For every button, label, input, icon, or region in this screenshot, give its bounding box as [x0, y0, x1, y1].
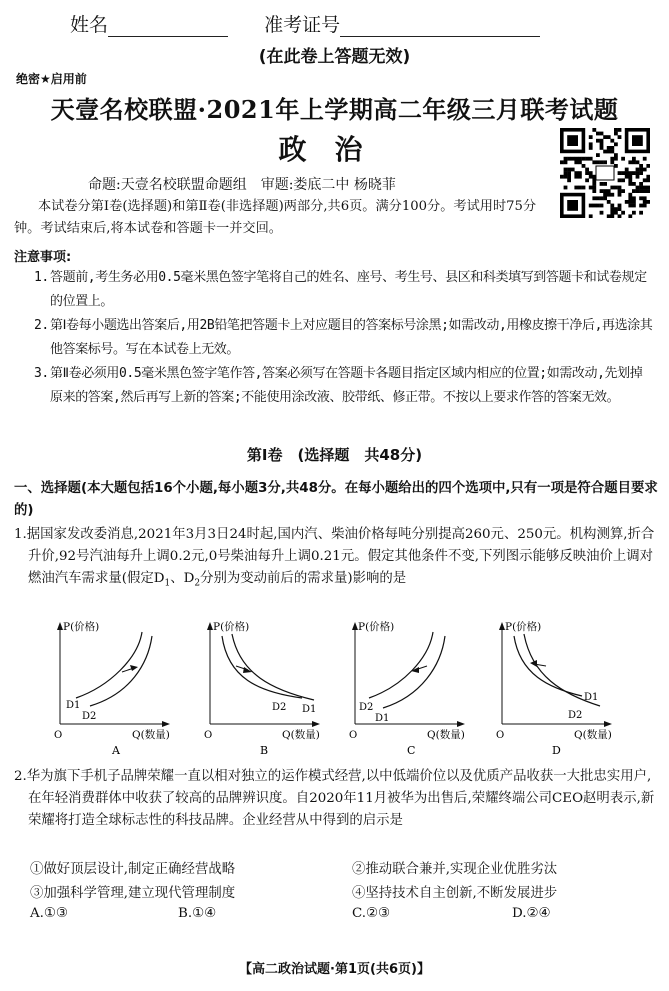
question-1-text: 1.据国家发改委消息,2021年3月3日24时起,国内汽、柴油价格每吨分别提高260元、250元。机构测算,折合升价,92号汽油每升上调0.2元,0号柴油每升上调0.21元。假定其他条件不变,下列图示能够反映油价上调对燃油汽车需求量(假定D: [14, 527, 655, 586]
answer-option-d[interactable]: D.②④: [512, 906, 551, 921]
origin-label: O: [349, 730, 358, 741]
exam-title: 天壹名校联盟·2021年上学期高二年级三月联考试题: [50, 95, 619, 124]
y-axis-label: P(价格): [213, 621, 250, 633]
graph-option-d: [496, 618, 632, 758]
exam-number-field[interactable]: [340, 16, 540, 37]
page-footer: 【高二政治试题·第1页(共6页)】: [239, 962, 430, 977]
origin-label: O: [54, 730, 63, 741]
x-axis-label: Q(数量): [574, 729, 612, 741]
origin-label: O: [496, 730, 505, 741]
option-letter: C: [407, 744, 416, 757]
statement-2: ②推动联合兼并,实现企业优胜劣汰: [352, 862, 558, 877]
y-axis-label: P(价格): [358, 621, 395, 633]
option-letter: D: [552, 744, 561, 757]
d2-subscript: 2: [194, 578, 201, 589]
question-1-tail: 分别为变动前后的需求量)影响的是: [200, 571, 407, 586]
qr-code: [560, 128, 650, 218]
section-instructions: 一、选择题(本大题包括16个小题,每小题3分,共48分。在每小题给出的四个选项中,只有一项是符合题目要求的): [14, 481, 658, 518]
invalid-notice: (在此卷上答题无效): [258, 47, 411, 67]
exam-number-label: 准考证号: [264, 14, 341, 36]
subject-title: 政治: [278, 133, 391, 166]
graph-option-a: [54, 618, 190, 758]
question-2-statements: [30, 858, 650, 938]
authors-line: 命题:天壹名校联盟命题组 审题:娄底二中 杨晓菲: [88, 177, 396, 193]
x-axis-label: Q(数量): [132, 729, 170, 741]
note-number: 1.: [34, 270, 49, 285]
curve-label-upper: D1: [66, 700, 81, 711]
statement-4: ④坚持技术自主创新,不断发展进步: [352, 886, 558, 901]
note-text: 第Ⅱ卷必须用0.5毫米黑色签字笔作答,答案必须写在答题卡各题目指定区域内相应的位置;如需改动,先划掉原来的答案,然后再写上新的答案;不能使用涂改液、胶带纸、修正带。不按以上要求作答的答案无效。: [50, 366, 643, 405]
note-text: 第Ⅰ卷每小题选出答案后,用2B铅笔把答题卡上对应题目的答案标号涂黑;如需改动,用橡皮擦干净后,再选涂其他答案标号。写在本试卷上无效。: [50, 318, 653, 357]
curve-label-lower: D1: [302, 704, 317, 715]
option-letter: A: [112, 744, 120, 757]
question-2: [14, 766, 659, 832]
note-number: 3.: [34, 366, 49, 381]
curve-label-lower: D2: [568, 710, 583, 721]
answer-option-b[interactable]: B.①④: [178, 906, 217, 921]
answer-option-c[interactable]: C.②③: [352, 906, 391, 921]
note-number: 2.: [34, 318, 49, 333]
y-axis-label: P(价格): [505, 621, 542, 633]
curve-label-lower: D1: [375, 713, 390, 724]
curve-label-lower: D2: [82, 711, 97, 722]
curve-label-upper: D1: [584, 692, 599, 703]
notes-heading: 注意事项:: [14, 250, 72, 265]
candidate-header: [70, 10, 540, 37]
name-field[interactable]: [108, 16, 228, 37]
intro-paragraph: 本试卷分第Ⅰ卷(选择题)和第Ⅱ卷(非选择题)两部分,共6页。满分100分。考试用时75分钟。考试结束后,将本试卷和答题卡一并交回。: [14, 199, 537, 236]
origin-label: O: [204, 730, 213, 741]
note-item-3: [34, 362, 654, 410]
y-axis-label: P(价格): [63, 621, 100, 633]
part-one-title: 第Ⅰ卷 (选择题 共48分): [246, 446, 423, 464]
name-label: 姓名: [70, 14, 109, 36]
statement-1: ①做好顶层设计,制定正确经营战略: [30, 862, 236, 877]
graph-option-c: [349, 618, 485, 758]
option-letter: B: [260, 744, 269, 757]
statement-3: ③加强科学管理,建立现代管理制度: [30, 886, 236, 901]
secret-label: 绝密★启用前: [16, 72, 87, 86]
sep-text: 、D: [170, 571, 195, 586]
note-item-2: [34, 314, 654, 362]
d1-subscript: 1: [164, 578, 171, 589]
x-axis-label: Q(数量): [427, 729, 465, 741]
curve-label-upper: D2: [359, 702, 374, 713]
curve-label-upper: D2: [272, 702, 287, 713]
answer-option-a[interactable]: A.①③: [30, 906, 68, 921]
note-item-1: [34, 266, 654, 314]
question-2-text: 2.华为旗下手机子品牌荣耀一直以相对独立的运作模式经营,以中低端价位以及优质产品收获一大批忠实用户,在年轻消费群体中收获了较高的品牌辨识度。自2020年11月被华为出售后,荣耀终端公司CEO赵明表示,新荣耀将打造全球标志性的科技品牌。企业经营从中得到的启示是: [14, 769, 655, 828]
x-axis-label: Q(数量): [282, 729, 320, 741]
graph-option-b: [204, 618, 340, 758]
question-1: [14, 524, 659, 595]
note-text: 答题前,考生务必用0.5毫米黑色签字笔将自己的姓名、座号、考生号、县区和科类填写到答题卡和试卷规定的位置上。: [50, 270, 647, 309]
